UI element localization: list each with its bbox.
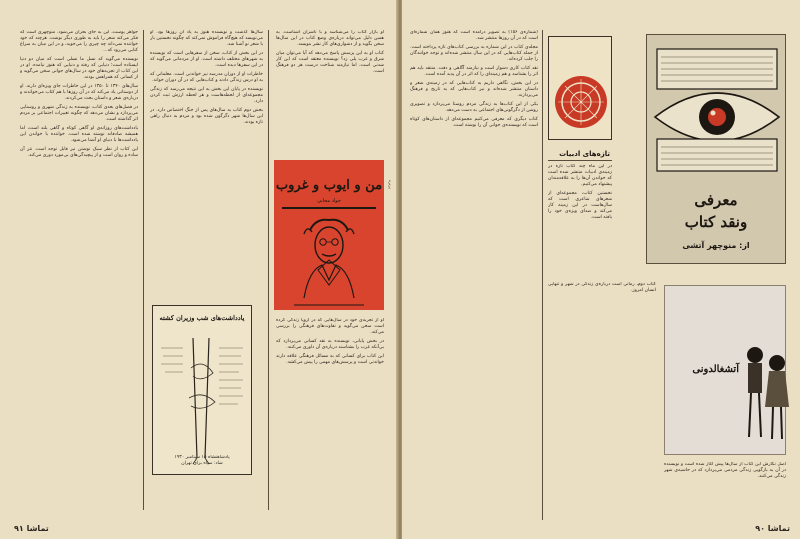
cover-title-line2: ونقد کتاب <box>684 213 748 231</box>
paragraph: کتاب او به این پرسش پاسخ می‌دهد که آیا می‌توان میان شرق و غرب پلی زد؟ نویسنده معتقد است که این کار شدنی است، اما نیازمند شناخت درست هر دو فرهنگ است. <box>276 51 384 74</box>
small-book-cover <box>664 285 786 455</box>
paragraph: بخش دوم کتاب به سال‌های پس از جنگ اختصاص دارد. در این سال‌ها شهر دگرگون شده بود و مردم به دنبال راهی تازه بودند. <box>150 108 263 125</box>
book-cover-author: جواد مجابی <box>317 198 341 204</box>
right-page <box>402 0 800 539</box>
paragraph: سال‌های ۱۳۴۰ تا ۱۳۵۰ در این خاطرات جای ویژه‌ای دارند. او از دوستانی یاد می‌کند که در آن روزها با هم کتاب می‌خواندند و درباره‌ی شعر و داستان بحث می‌کردند. <box>20 84 138 101</box>
children-illustration <box>737 341 797 451</box>
paragraph: نخستین کتاب، مجموعه‌ای از شعرهای شاعری است که سال‌هاست در این زمینه کار می‌کند و صدای ویژه‌ی خود را یافته است. <box>548 191 612 220</box>
paragraph: او از تجربه‌ی خود در سال‌هایی که در اروپا زندگی کرده است سخن می‌گوید و تفاوت‌های فرهنگی را بررسی می‌کند. <box>276 318 384 335</box>
stamp-cover <box>548 36 612 140</box>
sketch-illustration <box>153 328 253 468</box>
book-cover-red <box>274 160 384 310</box>
paragraph: یادداشت‌های روزانه‌ی او گاهی کوتاه و گاهی بلند است، اما همیشه صادقانه نوشته شده است. خواننده با خواندن این یادداشت‌ها با دنیای او آشنا می‌شود. <box>20 126 138 143</box>
cover-author: از: منوچهر آتشی <box>682 241 750 250</box>
paragraph: در این بخش، نگاهی داریم به کتاب‌هایی که در زمینه‌ی شعر و داستان منتشر شده‌اند و نیز کتاب‌هایی که به تاریخ و فرهنگ می‌پردازند. <box>410 81 538 98</box>
paragraph: مجله‌ی کتاب در این شماره به بررسی کتاب‌های تازه پرداخته است. از جمله کتاب‌هایی که در این سال منتشر شده‌اند و توجه خوانندگان را جلب کرده‌اند. <box>410 45 538 62</box>
eye-book-illustration <box>647 39 787 179</box>
small-book-title: آتشغالدونی <box>692 364 739 375</box>
cover-title-line1: معرفی <box>694 191 738 209</box>
left-col-2 <box>150 30 263 300</box>
paragraph: او بازار کتاب را می‌شناسد و با ناشران آشناست. به همین دلیل می‌تواند درباره‌ی وضع کتاب در این سال‌ها سخن بگوید و از دشواری‌های کار نشر بنویسد. <box>276 30 384 47</box>
paragraph: (شماره‌ی ۱۵۶) به تصویر درآمده است که هنوز همان شماره‌ای است که در آن روزها منتشر شد. <box>410 30 538 41</box>
book-review-cover <box>646 34 786 264</box>
paragraph: یکی از این کتاب‌ها به زندگی مردم روستا می‌پردازد و تصویری روشن از دگرگونی‌های اجتماعی به دست می‌دهد. <box>410 102 538 113</box>
column-rule <box>143 30 144 510</box>
right-col-mid <box>548 164 612 274</box>
sketch-book-caption: پادشاهنشاه ۱۵ سپتامبر ۱۹۳۰ شاد: سپاه برای تهران <box>174 455 230 466</box>
left-col-1 <box>20 30 138 510</box>
left-col-3 <box>276 30 384 155</box>
rosette-icon <box>550 71 612 133</box>
paragraph: نقد کتاب کاری دشوار است و نیازمند آگاهی و دقت. منتقد باید هم اثر را بشناسد و هم زمینه‌ای را که اثر در آن پدید آمده است. <box>410 66 538 77</box>
paragraph: خاطرات او از دوران مدرسه نیز خواندنی است. معلمانی که به او درس زندگی دادند و کتاب‌هایی که در آن دوران خواند. <box>150 72 263 83</box>
right-page-footer: تماشا ۹۰ <box>755 524 790 533</box>
paragraph: نویسنده می‌گوید که نسل ما نسلی است که میان دو دنیا ایستاده است؛ دنیایی که رفته و دنیایی که هنوز نیامده. او در این کتاب از تجربه‌های خود در سال‌های جوانی سخن می‌گوید و از کسانی که همراهش بودند. <box>20 57 138 80</box>
cover-rule <box>282 207 376 209</box>
paragraph: در فصل‌های بعدی کتاب، نویسنده به زندگی شهری و روستایی می‌پردازد و نشان می‌دهد که چگونه تغییرات اجتماعی بر مردم اثر گذاشته است. <box>20 105 138 122</box>
paragraph: در این ماه چند کتاب تازه در زمینه‌ی ادبیات منتشر شده است که خواندن آن‌ها را به علاقه‌مندان پیشنهاد می‌کنیم. <box>548 164 612 187</box>
paragraph: کتاب دوم، رمانی است درباره‌ی زندگی در شهر و تنهایی انسان امروز. <box>548 282 656 293</box>
heading-rule <box>548 160 612 161</box>
section-heading: تازه‌های ادبیات <box>559 150 610 158</box>
book-cover-sketch <box>152 305 252 475</box>
portrait-illustration <box>274 210 384 310</box>
bottom-caption: اصل نگارش این کتاب از سال‌ها پیش آغاز شده است و نویسنده در آن به بازگویی زندگی مردمی می‌پردازد که در حاشیه‌ی شهر زندگی می‌کنند. <box>664 462 786 479</box>
paragraph: جواهر پوست، این به جای بحران می‌شود. منوچهری است که فکر می‌کند شعر را باید به طوری دیگر نوشت. هرچند که خود خواننده نمی‌داند چه چیزی را می‌جوید، و در این میان به سراغ کتابی می‌رود که... <box>20 30 138 53</box>
column-rule <box>542 30 543 520</box>
paragraph: در این بخش از کتاب، سخن از سفرهایی است که نویسنده به شهرهای مختلف داشته است. او از مردمانی می‌گوید که در این سفرها دیده است. <box>150 51 263 68</box>
paragraph: این کتاب از نظر سبک نوشتن نیز قابل توجه است. نثر آن ساده و روان است و از پیچیدگی‌های بی‌مورد دوری می‌کند. <box>20 147 138 158</box>
paragraph: در بخش پایانی، نویسنده به نقد کسانی می‌پردازد که بی‌آنکه غرب را بشناسند درباره‌ی آن داوری می‌کنند. <box>276 339 384 350</box>
right-col-left <box>410 30 538 520</box>
sketch-book-title: یادداشت‌های شب وزیران کشته <box>159 314 245 322</box>
left-page-footer: ۹۱ تماشا <box>14 524 49 533</box>
side-note: پرتره <box>388 180 393 189</box>
right-col-mid-lower <box>548 282 656 512</box>
paragraph: سال‌ها گذشت و نویسنده هنوز به یاد آن روزها بود. او می‌نویسد که هیچ‌گاه فراموش نمی‌کند که چگونه نخستین بار با شعر نو آشنا شد. <box>150 30 263 47</box>
paragraph: نویسنده در پایان این بخش به این نتیجه می‌رسد که زندگی مجموعه‌ای از لحظه‌هاست و هر لحظه ارزش ثبت کردن دارد. <box>150 87 263 104</box>
left-col-3-lower <box>276 318 384 513</box>
column-rule <box>268 30 269 510</box>
left-page <box>0 0 398 539</box>
book-cover-title: من و ایوب و غروب <box>275 178 383 193</box>
paragraph: کتاب دیگری که معرفی می‌کنیم مجموعه‌ای از داستان‌های کوتاه است که نویسنده‌ی جوانی آن را نوشته است. <box>410 117 538 128</box>
paragraph: این کتاب برای کسانی که به مسائل فرهنگی علاقه دارند خواندنی است و پرسش‌های مهمی را پیش می‌کشد. <box>276 354 384 365</box>
